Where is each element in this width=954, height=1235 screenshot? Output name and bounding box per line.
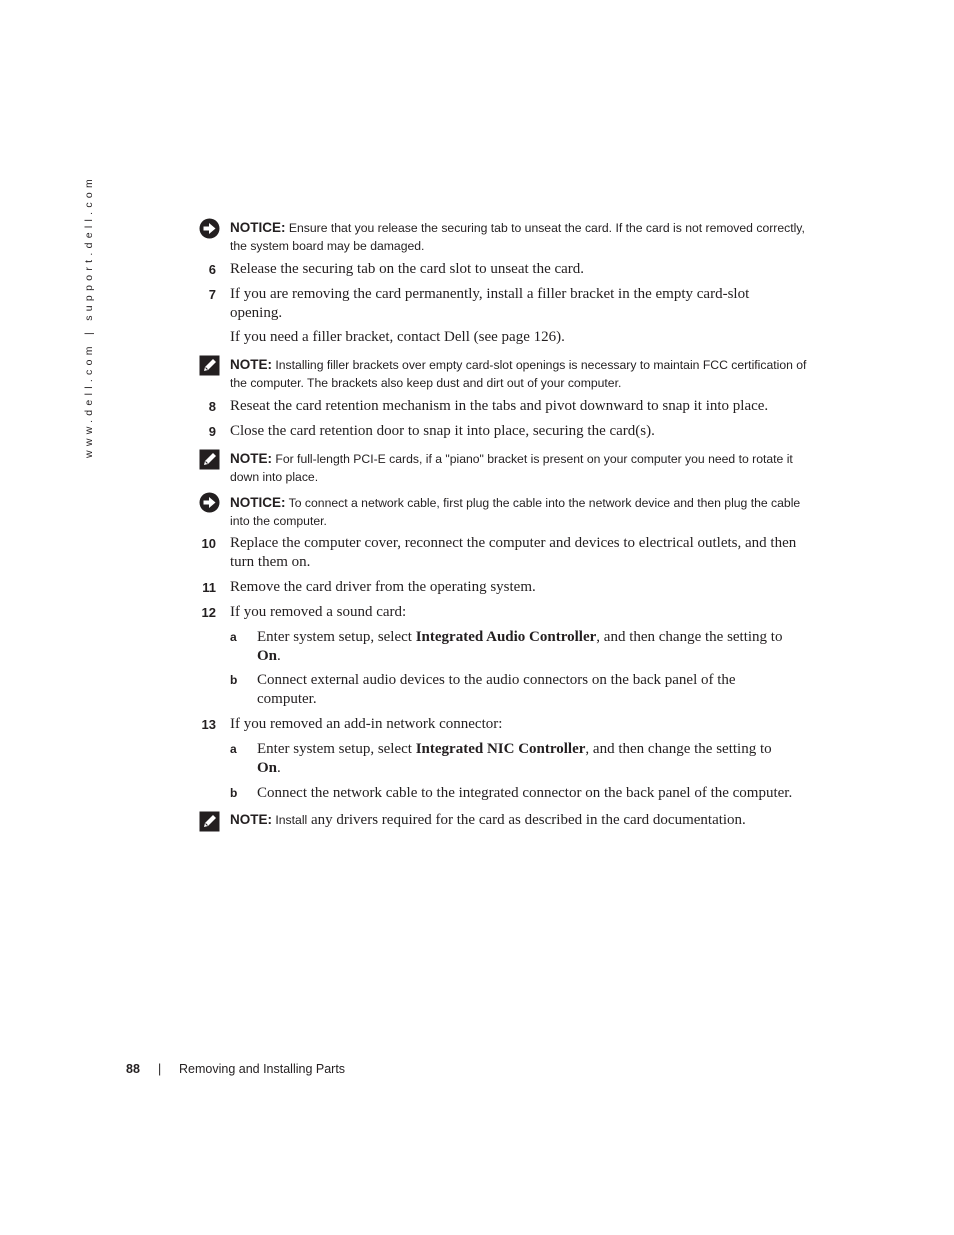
step-number: 7 xyxy=(208,287,216,302)
notice-label: NOTICE: xyxy=(230,220,286,235)
step-number: 9 xyxy=(208,424,216,439)
ui-setting-name: Integrated Audio Controller xyxy=(415,629,597,645)
note-text: any drivers required for the card as described in the card documentation. xyxy=(307,812,746,828)
note-pencil-icon xyxy=(199,811,220,832)
note-label: NOTE: xyxy=(230,357,272,372)
step-text: Replace the computer cover, reconnect the computer and devices to electrical outlets, and then turn them on. xyxy=(230,535,797,570)
substep-letter: b xyxy=(230,786,238,800)
note-1 xyxy=(230,356,820,392)
note-2 xyxy=(230,450,815,486)
footer-separator: | xyxy=(158,1062,162,1076)
note-pencil-icon xyxy=(199,449,220,470)
note-text: For full-length PCI-E cards, if a "piano" bracket is present on your computer you need to rotate it down into place. xyxy=(230,452,793,484)
step-number: 13 xyxy=(201,717,216,732)
substep-letter: b xyxy=(230,673,238,687)
step-text: Release the securing tab on the card slot to unseat the card. xyxy=(230,261,585,277)
step-text: Remove the card driver from the operating system. xyxy=(230,579,536,595)
substep-text: Connect external audio devices to the audio connectors on the back panel of the computer. xyxy=(257,672,736,707)
step-text: Close the card retention door to snap it into place, securing the card(s). xyxy=(230,423,655,439)
substep-letter: a xyxy=(230,742,237,756)
page-footer xyxy=(126,1062,346,1076)
chapter-title: Removing and Installing Parts xyxy=(179,1062,346,1076)
substep-text: Enter system setup, select Integrated Audio Controller, and then change the setting to On. xyxy=(257,629,783,664)
ui-setting-name: Integrated NIC Controller xyxy=(415,741,586,757)
ui-setting-value: On xyxy=(257,760,278,776)
note-text-first: Install xyxy=(275,813,308,827)
step-text: If you are removing the card permanently, install a filler bracket in the empty card-slot opening. xyxy=(230,286,750,321)
step-extra-text: If you need a filler bracket, contact Dell (see page 126). xyxy=(230,329,565,345)
substep-text: Connect the network cable to the integrated connector on the back panel of the computer. xyxy=(257,785,793,801)
step-number: 8 xyxy=(208,399,216,414)
step-text: If you removed a sound card: xyxy=(230,604,407,620)
note-label: NOTE: xyxy=(230,812,272,827)
substep-text: Enter system setup, select Integrated NIC Controller, and then change the setting to On. xyxy=(257,741,772,776)
step-number: 12 xyxy=(201,605,216,620)
notice-1 xyxy=(230,219,818,255)
side-url: www.dell.com | support.dell.com xyxy=(83,174,95,458)
step-number: 10 xyxy=(201,536,216,551)
note-pencil-icon xyxy=(199,355,220,376)
notice-label: NOTICE: xyxy=(230,495,286,510)
step-text: Reseat the card retention mechanism in the tabs and pivot downward to snap it into place. xyxy=(230,398,769,414)
notice-icon xyxy=(199,492,220,513)
note-label: NOTE: xyxy=(230,451,272,466)
step-number: 11 xyxy=(202,580,216,595)
ui-setting-value: On xyxy=(257,648,278,664)
page-number: 88 xyxy=(126,1062,140,1076)
notice-icon xyxy=(199,218,220,239)
notice-text: To connect a network cable, first plug the cable into the network device and then plug the cable into the computer. xyxy=(230,496,801,528)
step-text: If you removed an add-in network connector: xyxy=(230,716,503,732)
note-text: Installing filler brackets over empty card-slot openings is necessary to maintain FCC certification of the computer. The brackets also keep dust and dirt out of your computer. xyxy=(230,358,807,390)
notice-2 xyxy=(230,494,805,530)
note-3 xyxy=(230,811,818,830)
substep-letter: a xyxy=(230,630,237,644)
notice-text: Ensure that you release the securing tab to unseat the card. If the card is not removed correctly, the system board may be damaged. xyxy=(230,221,805,253)
step-number: 6 xyxy=(208,262,216,277)
